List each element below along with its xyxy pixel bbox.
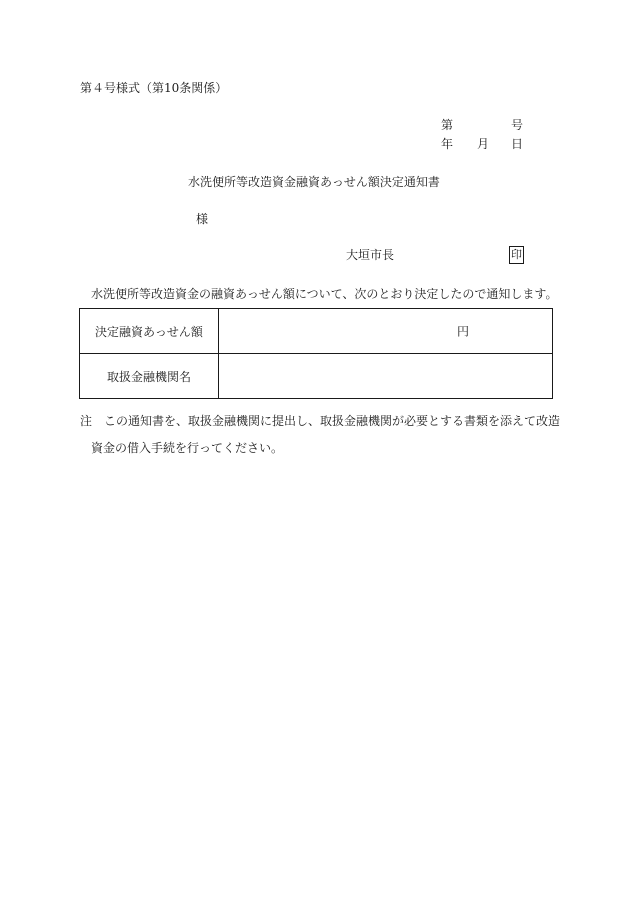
form-number: 第４号様式（第10条関係） — [80, 81, 228, 95]
financial-institution-field — [219, 354, 553, 399]
note-line-1: この通知書を、取扱金融機関に提出し、取扱金融機関が必要とする書類を添えて改造 — [104, 414, 561, 428]
seal-mark: 印 — [509, 246, 524, 264]
financial-institution-label: 取扱金融機関名 — [80, 354, 219, 399]
table-row — [80, 354, 553, 399]
table-row — [80, 309, 553, 354]
loan-amount-field — [219, 309, 553, 354]
loan-info-table — [79, 308, 553, 399]
yen-unit: 円 — [457, 324, 470, 339]
addressee-suffix: 様 — [196, 212, 209, 226]
loan-amount-label: 決定融資あっせん額 — [80, 309, 219, 354]
document-title: 水洗便所等改造資金融資あっせん額決定通知書 — [188, 175, 440, 189]
date-year: 年 — [441, 137, 454, 151]
note-label: 注 — [80, 414, 93, 428]
note-line-2: 資金の借入手続を行ってください。 — [91, 441, 284, 455]
issuer-name: 大垣市長 — [346, 248, 395, 262]
number-suffix: 号 — [510, 118, 523, 132]
date-month: 月 — [477, 137, 490, 151]
body-text: 水洗便所等改造資金の融資あっせん額について、次のとおり決定したので通知します。 — [91, 287, 558, 301]
number-prefix: 第 — [441, 118, 454, 132]
date-day: 日 — [510, 137, 523, 151]
